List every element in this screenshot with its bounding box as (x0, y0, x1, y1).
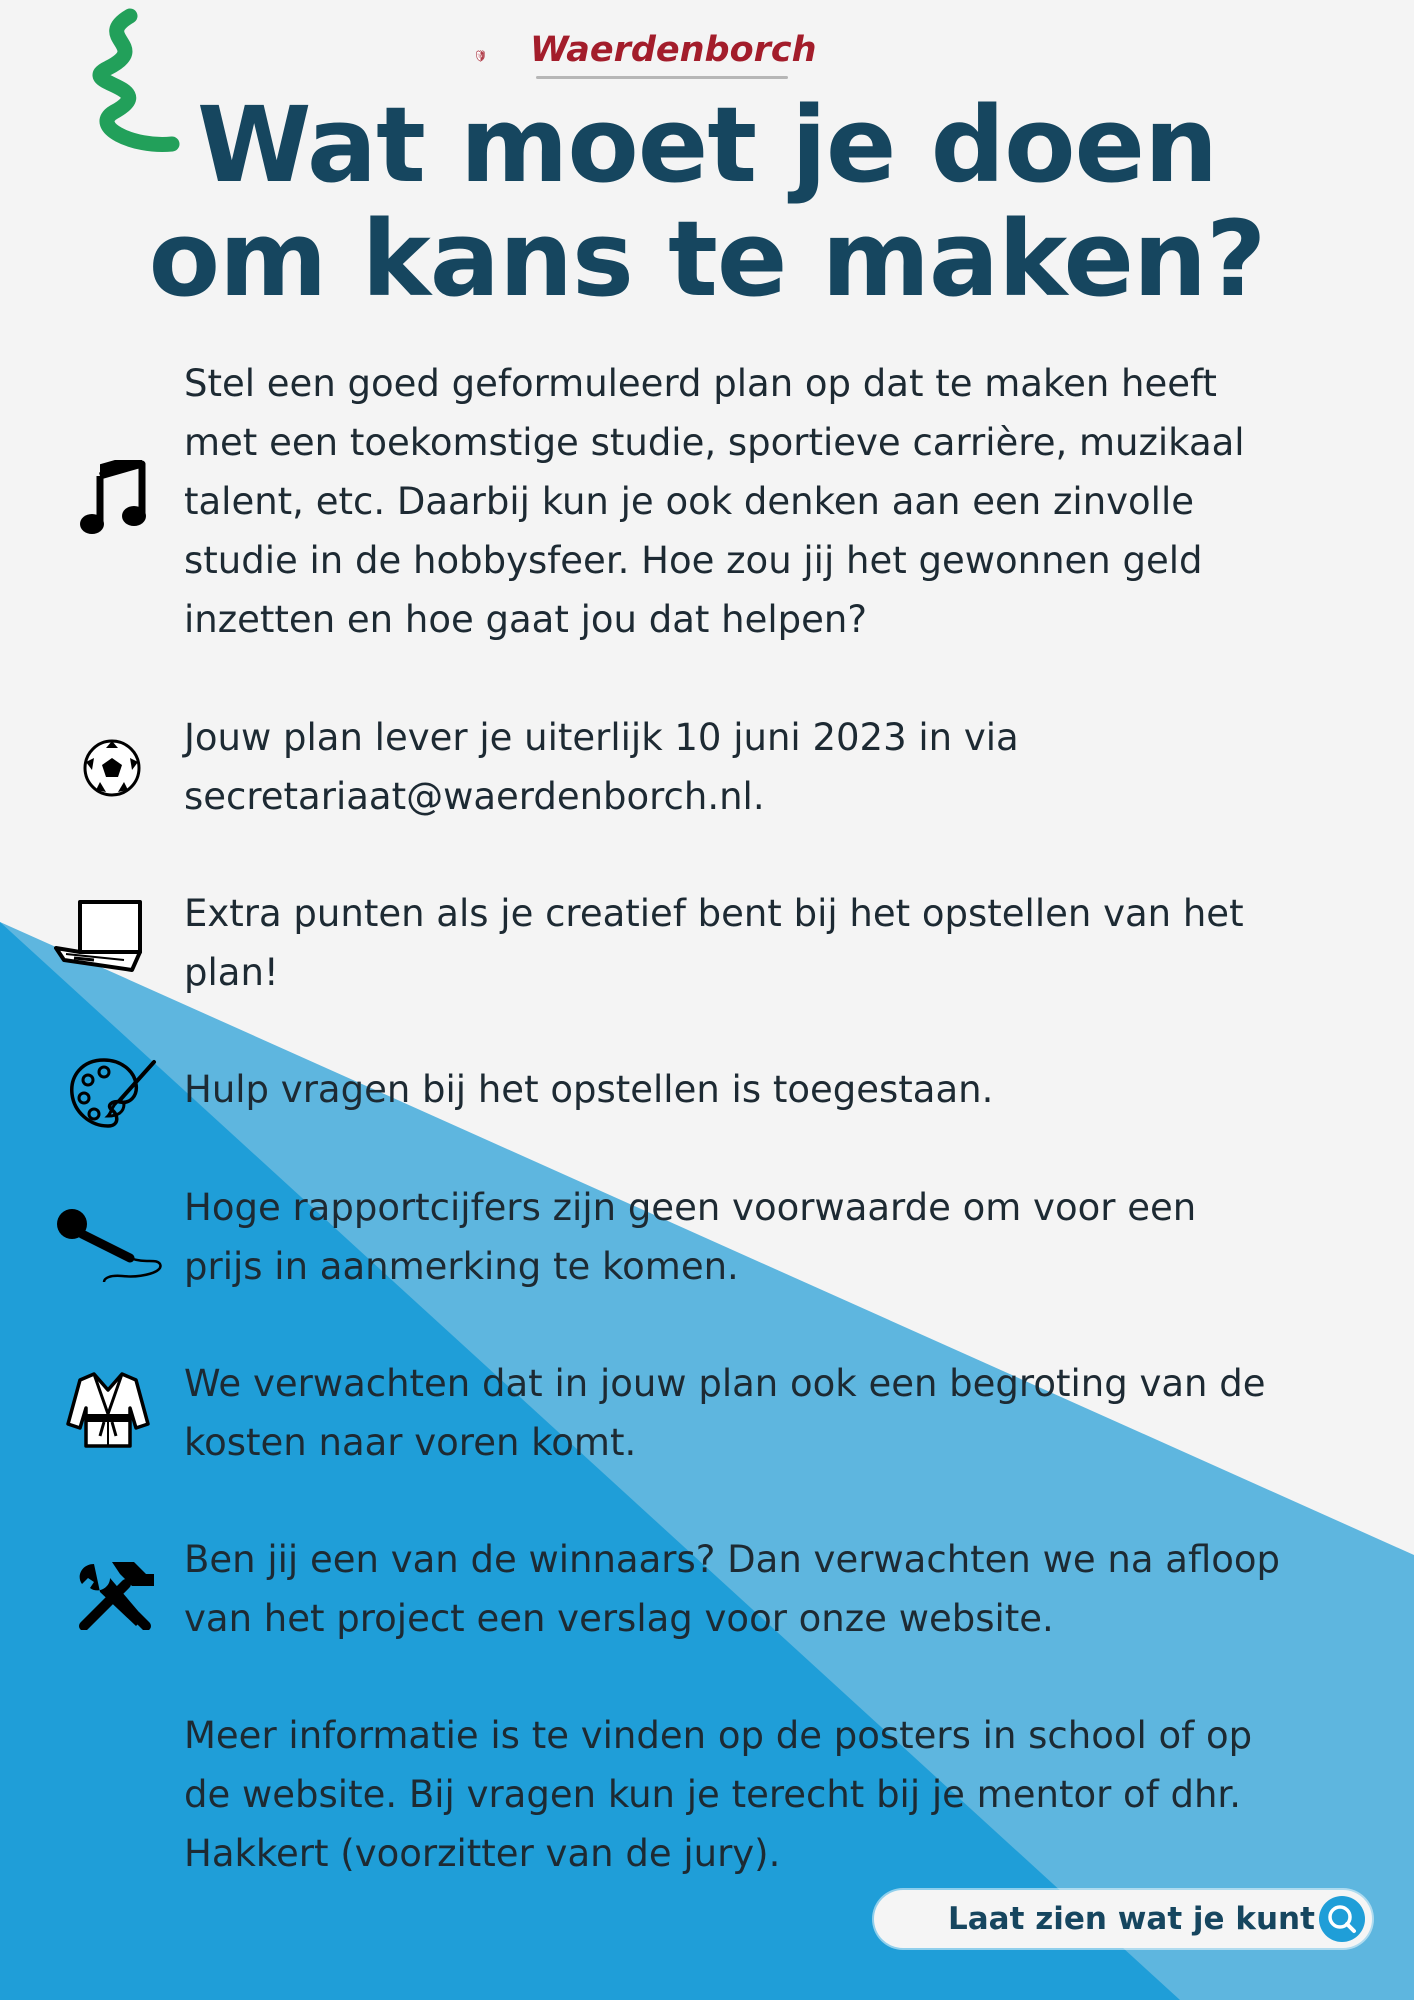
laptop-icon (54, 898, 146, 974)
cta-label: Laat zien wat je kunt (948, 1901, 1315, 1937)
soccer-ball-icon (82, 738, 142, 798)
judo-gi-icon (66, 1370, 150, 1450)
list-item (184, 354, 1284, 649)
item-text: We verwachten dat in jouw plan ook een begroting van de kosten naar voren komt. (184, 1362, 1266, 1464)
svg-text:W: W (477, 53, 484, 60)
item-text: Hoge rapportcijfers zijn geen voorwaarde om voor een prijs in aanmerking te komen. (184, 1186, 1197, 1288)
title-line-1: Wat moet je doen (196, 84, 1218, 206)
shield-logo-icon (476, 24, 536, 88)
item-text: Stel een goed geformuleerd plan op dat te maken heeft met een toekomstige studie, sportieve carrière, muzikaal talent, etc. Daarbij kun je ook denken aan een zinvolle studie in de hobbysfeer. Hoe zou jij het gewonnen geld inzetten en hoe gaat jou dat helpen? (184, 362, 1245, 641)
list-item (184, 1060, 1284, 1119)
item-text: Jouw plan lever je uiterlijk 10 juni 2023 in via secretariaat@waerdenborch.nl. (184, 716, 1019, 818)
item-text: Ben jij een van de winnaars? Dan verwachten we na afloop van het project een verslag voor onze website. (184, 1538, 1281, 1640)
list-item (184, 1354, 1284, 1472)
brand-name: Waerdenborch (530, 30, 817, 70)
item-text: Hulp vragen bij het opstellen is toegestaan. (184, 1068, 994, 1111)
microphone-icon (56, 1206, 164, 1282)
list-item (184, 708, 1084, 826)
search-icon (1319, 1896, 1365, 1942)
cta-button[interactable] (874, 1890, 1372, 1948)
list-item (184, 1530, 1284, 1648)
paint-palette-icon (68, 1056, 158, 1130)
brand-underline (536, 76, 788, 79)
list-item (184, 884, 1284, 1002)
list-item (184, 1178, 1284, 1296)
list-item (184, 1706, 1284, 1883)
item-text: Extra punten als je creatief bent bij het opstellen van het plan! (184, 892, 1244, 994)
title-line-2: om kans te maken? (148, 198, 1266, 320)
page-title (100, 84, 1314, 320)
music-note-icon (80, 460, 146, 536)
item-text: Meer informatie is te vinden op de posters in school of op de website. Bij vragen kun je terecht bij je mentor of dhr. Hakkert (voorzitter van de jury). (184, 1714, 1253, 1875)
hammer-wrench-icon (72, 1556, 156, 1630)
